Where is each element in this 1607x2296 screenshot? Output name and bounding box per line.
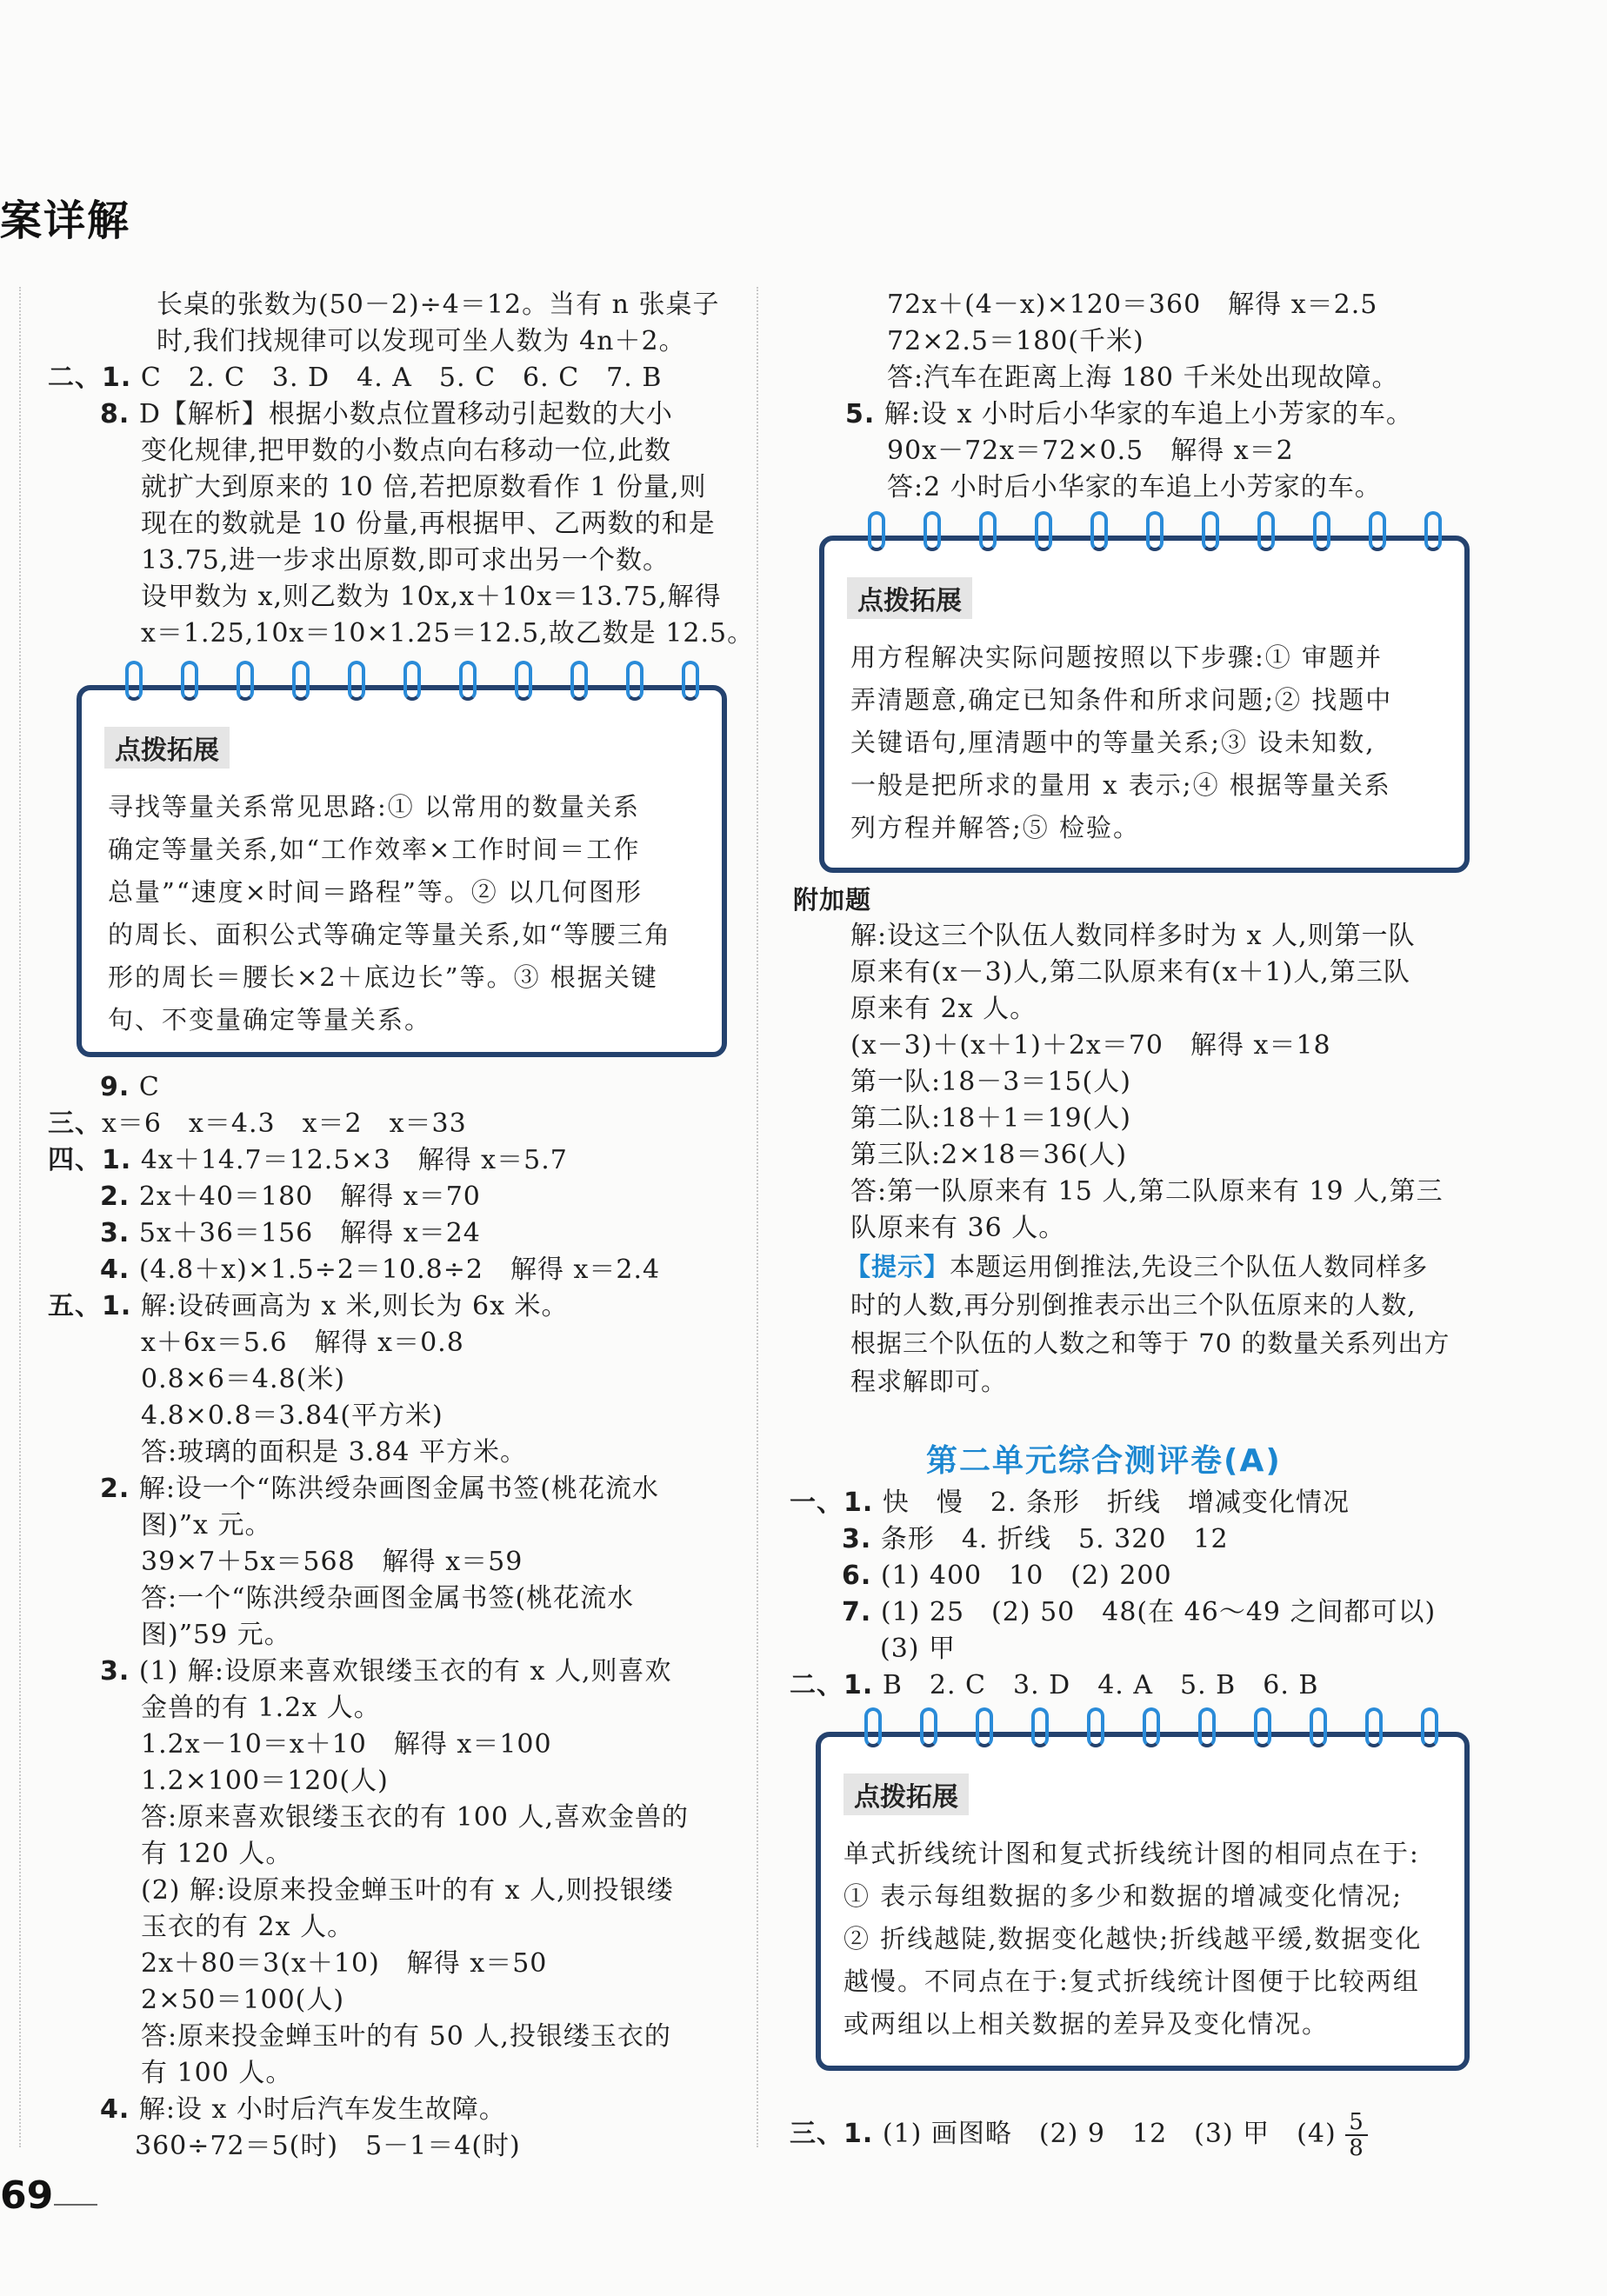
answer-line: 长桌的张数为(50－2)÷4＝12。当有 n 张桌子: [157, 289, 720, 320]
answer-line: 第二队:18＋1＝19(人): [850, 1103, 1131, 1134]
answer-line: 2x＋80＝3(x＋10) 解得 x＝50: [141, 1948, 548, 1979]
answer-line: 9. C: [100, 1072, 160, 1102]
answer-line: 2. 解:设一个“陈洪绶杂画图金属书签(桃花流水: [100, 1474, 659, 1504]
answer-line: 答:原来喜欢银缕玉衣的有 100 人,喜欢金兽的: [141, 1802, 689, 1833]
answer-line: 72×2.5＝180(千米): [887, 326, 1144, 356]
answer-line: 3. 条形 4. 折线 5. 320 12: [842, 1524, 1229, 1554]
answer-line: 第三队:2×18＝36(人): [850, 1140, 1128, 1170]
page-title: 案详解: [0, 196, 131, 245]
answer-line: 二、1. B 2. C 3. D 4. A 5. B 6. B: [790, 1670, 1319, 1700]
answer-line: (x－3)＋(x＋1)＋2x＝70 解得 x＝18: [850, 1030, 1331, 1061]
tip-box-body: 单式折线统计图和复式折线统计图的相同点在于: ① 表示每组数据的多少和数据的增减变化情况; ② 折线越陡,数据变化越快;折线越平缓,数据变化 越慢。不同点在于:复式折线统计图便于比较两组 或两组以上相关数据的差异及变化情况。: [844, 1839, 1423, 2039]
hint-label: 【提示】: [845, 1252, 950, 1281]
answer-line: 0.8×6＝4.8(米): [141, 1364, 346, 1394]
notebook-rings: [847, 1707, 1438, 1756]
answer-line: x＋6x＝5.6 解得 x＝0.8: [141, 1328, 464, 1358]
answer-line: 360÷72＝5(时) 5－1＝4(时): [135, 2131, 521, 2161]
answer-line: 2. 2x＋40＝180 解得 x＝70: [100, 1181, 481, 1212]
answer-line: 3. (1) 解:设原来喜欢银缕玉衣的有 x 人,则喜欢: [100, 1656, 672, 1687]
answer-line: 原来有 2x 人。: [850, 994, 1037, 1024]
page-number-dash: [54, 2204, 97, 2206]
notebook-rings: [108, 661, 696, 709]
answer-line: 三、1. (1) 画图略 (2) 9 12 (3) 甲 (4) $\frac{5}{8}$: [790, 2104, 1368, 2165]
answer-line: 答:汽车在距离上海 180 千米处出现故障。: [887, 363, 1399, 393]
answer-line: 4. 解:设 x 小时后汽车发生故障。: [100, 2094, 506, 2125]
answer-line: 3. 5x＋36＝156 解得 x＝24: [100, 1218, 481, 1248]
notebook-rings: [850, 511, 1438, 560]
tip-box-equal-relation: [77, 685, 727, 1057]
hint-line: 时的人数,再分别倒推表示出三个队伍原来的人数,: [850, 1290, 1417, 1320]
answer-line: 图)”59 元。: [141, 1620, 291, 1650]
hint-line: 程求解即可。: [850, 1367, 1008, 1396]
answer-line: (2) 解:设原来投金蝉玉叶的有 x 人,则投银缕: [141, 1875, 674, 1906]
answer-line: 变化规律,把甲数的小数点向右移动一位,此数: [141, 436, 672, 466]
answer-line: 8. D【解析】根据小数点位置移动引起数的大小: [100, 399, 673, 429]
answer-line: 三、x＝6 x＝4.3 x＝2 x＝33: [48, 1108, 467, 1139]
extra-heading: 附加题: [793, 885, 872, 915]
answer-line: 四、1. 4x＋14.7＝12.5×3 解得 x＝5.7: [48, 1145, 568, 1175]
answer-line: 4.8×0.8＝3.84(平方米): [141, 1401, 443, 1431]
answer-line: 答:第一队原来有 15 人,第二队原来有 19 人,第三: [850, 1176, 1444, 1207]
question-number: 8.: [100, 399, 130, 429]
answer-line: 就扩大到原来的 10 倍,若把原数看作 1 份量,则: [141, 472, 707, 502]
answer-line: x＝1.25,10x＝10×1.25＝12.5,故乙数是 12.5。: [141, 618, 755, 649]
section-title: 第二单元综合测评卷(A): [926, 1443, 1282, 1479]
answer-line: 原来有(x－3)人,第二队原来有(x＋1)人,第三队: [850, 957, 1410, 988]
answer-line: 13.75,进一步求出原数,即可求出另一个数。: [141, 545, 670, 576]
tip-box-title: 点拨拓展: [844, 1774, 969, 1815]
answer-line: 1.2x－10＝x＋10 解得 x＝100: [141, 1729, 552, 1760]
tip-box-title: 点拨拓展: [847, 577, 972, 619]
column-rule-middle: [757, 287, 758, 2147]
hint-line: 根据三个队伍的人数之和等于 70 的数量关系列出方: [850, 1328, 1450, 1358]
answer-line: 五、1. 解:设砖画高为 x 米,则长为 6x 米。: [48, 1291, 569, 1321]
answer-line: 答:原来投金蝉玉叶的有 50 人,投银缕玉衣的: [141, 2021, 671, 2052]
answer-line: 解:设这三个队伍人数同样多时为 x 人,则第一队: [850, 921, 1416, 951]
answer-line: 4. (4.8＋x)×1.5÷2＝10.8÷2 解得 x＝2.4: [100, 1254, 661, 1285]
answer-line: 第一队:18－3＝15(人): [850, 1067, 1131, 1097]
hint-line: 【提示】本题运用倒推法,先设三个队伍人数同样多: [845, 1252, 1429, 1281]
answer-line: 6. (1) 400 10 (2) 200: [842, 1561, 1172, 1591]
answer-line: 一、1. 快 慢 2. 条形 折线 增减变化情况: [790, 1487, 1350, 1518]
answer-line: 39×7＋5x＝568 解得 x＝59: [141, 1547, 523, 1577]
question-number: 二、1.: [48, 363, 132, 393]
answer-line: 时,我们找规律可以发现可坐人数为 4n＋2。: [157, 326, 686, 356]
answer-line: 7. (1) 25 (2) 50 48(在 46～49 之间都可以): [842, 1597, 1437, 1627]
answer-line: 设甲数为 x,则乙数为 10x,x＋10x＝13.75,解得: [141, 582, 722, 612]
answer-line: 答:玻璃的面积是 3.84 平方米。: [141, 1437, 527, 1467]
answer-line: 图)”x 元。: [141, 1510, 272, 1541]
answer-line: 现在的数就是 10 份量,再根据甲、乙两数的和是: [141, 509, 716, 539]
answer-line: 玉衣的有 2x 人。: [141, 1912, 355, 1942]
answer-line: 答:2 小时后小华家的车追上小芳家的车。: [887, 472, 1382, 502]
page-number: 69: [0, 2173, 54, 2218]
answer-line: 2×50＝100(人): [141, 1985, 345, 2015]
answer-line: (3) 甲: [880, 1634, 957, 1664]
answer-line: 有 120 人。: [141, 1839, 293, 1869]
fraction: $\frac{5}{8}$: [1345, 2110, 1368, 2160]
answer-line: 有 100 人。: [141, 2058, 293, 2088]
answer-line: 答:一个“陈洪绶杂画图金属书签(桃花流水: [141, 1583, 635, 1614]
answer-line: 金兽的有 1.2x 人。: [141, 1693, 381, 1723]
tip-box-body: 寻找等量关系常见思路:① 以常用的数量关系 确定等量关系,如“工作效率×工作时间＝工作 总量”“速度×时间＝路程”等。② 以几何图形 的周长、面积公式等确定等量关系,如“等腰三角 形的周长＝腰长×2＋底边长”等。③ 根据关键 句、不变量确定等量关系。: [108, 792, 672, 1035]
tip-box-title: 点拨拓展: [104, 727, 230, 769]
answer-line: 72x＋(4－x)×120＝360 解得 x＝2.5: [887, 289, 1378, 320]
answer-line: 90x－72x＝72×0.5 解得 x＝2: [887, 436, 1294, 466]
answer-line: 队原来有 36 人。: [850, 1213, 1066, 1243]
tip-box-solve-steps: [819, 536, 1470, 873]
answer-line: 二、1. C 2. C 3. D 4. A 5. C 6. C 7. B: [48, 363, 663, 393]
tip-box-body: 用方程解决实际问题按照以下步骤:① 审题并 弄清题意,确定已知条件和所求问题;② 找题中 关键语句,厘清题中的等量关系;③ 设未知数, 一般是把所求的量用 x 表示;④ 根据等量关系 列方程并解答;⑤ 检验。: [850, 642, 1393, 842]
answer-line: 1.2×100＝120(人): [141, 1766, 389, 1796]
answer-line: 5. 解:设 x 小时后小华家的车追上小芳家的车。: [845, 399, 1413, 429]
column-rule-left: [19, 287, 21, 2147]
tip-box-line-chart: [816, 1732, 1470, 2071]
